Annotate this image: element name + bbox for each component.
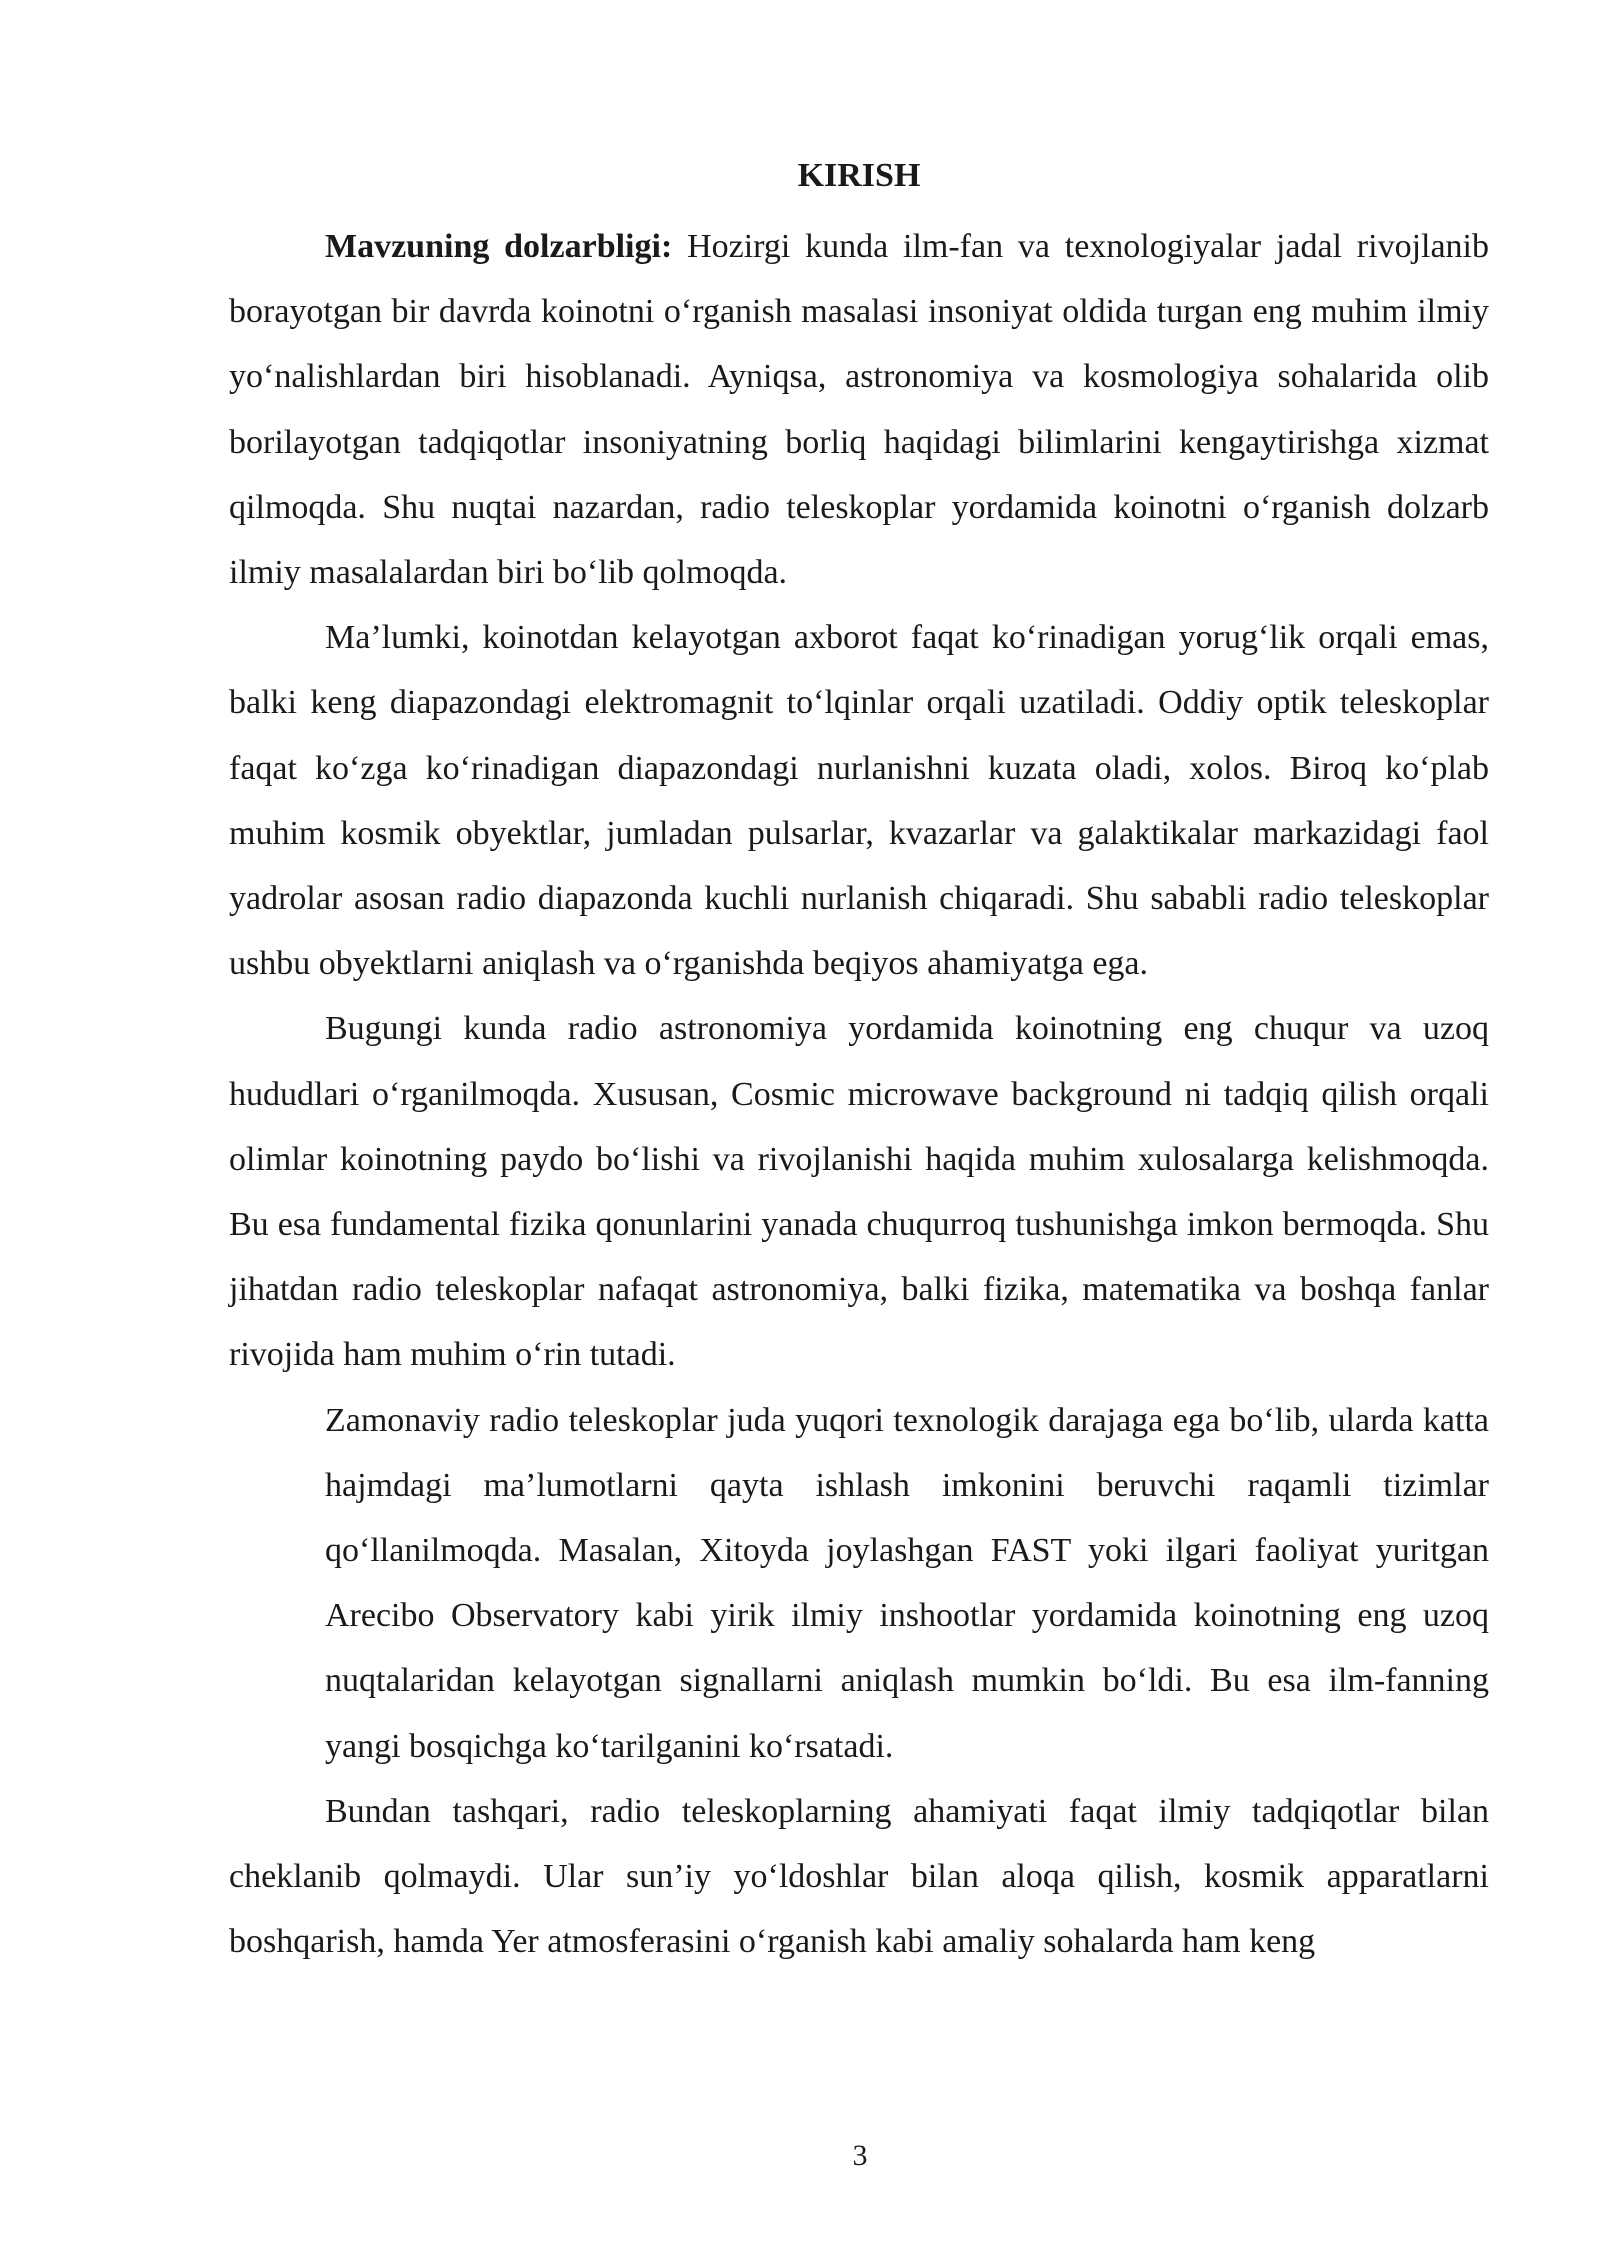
paragraph-relevance: [229, 214, 1489, 605]
paragraph-text: Hozirgi kunda ilm-fan va texnologiyalar jadal rivojlanib borayotgan bir davrda koinotni o‘rganish masalasi insoniyat oldida turgan eng muhim ilmiy yo‘nalishlardan biri hisoblanadi. Ayniqsa, astronomiya va kosmologiya sohalarida olib borilayotgan tadqiqotlar insoniyatning borliq haqidagi bilimlarini kengaytirishga xizmat qilmoqda. Shu nuqtai nazardan, radio teleskoplar yordamida koinotni o‘rganish dolzarb ilmiy masalalardan biri bo‘lib qolmoqda.: [229, 228, 1489, 592]
paragraph-electromagnetic: Ma’lumki, koinotdan kelayotgan axborot faqat ko‘rinadigan yorug‘lik orqali emas, balki keng diapazondagi elektromagnit to‘lqinlar orqali uzatiladi. Oddiy optik teleskoplar faqat ko‘zga ko‘rinadigan diapazondagi nurlanishni kuzata oladi, xolos. Biroq ko‘plab muhim kosmik obyektlar, jumladan pulsarlar, kvazarlar va galaktikalar markazidagi faol yadrolar asosan radio diapazonda kuchli nurlanish chiqaradi. Shu sababli radio teleskoplar ushbu obyektlarni aniqlash va o‘rganishda beqiyos ahamiyatga ega.: [229, 619, 1489, 983]
paragraph-practical-use: Bundan tashqari, radio teleskoplarning ahamiyati faqat ilmiy tadqiqotlar bilan cheklanib qolmaydi. Ular sun’iy yo‘ldoshlar bilan aloqa qilish, kosmik apparatlarni boshqarish, hamda Yer atmosferasini o‘rganish kabi amaliy sohalarda ham keng: [229, 1792, 1489, 1961]
paragraph-lead: Mavzuning dolzarbligi:: [325, 228, 673, 265]
section-title: KIRISH: [797, 157, 921, 194]
page-content: [229, 148, 1489, 1974]
page-number: 3: [852, 2139, 868, 2172]
paragraph-modern-telescopes: Zamonaviy radio teleskoplar juda yuqori texnologik darajaga ega bo‘lib, ularda katta hajmdagi ma’lumotlarni qayta ishlash imkonini beruvchi raqamli tizimlar qo‘llanilmoqda. Masalan, Xitoyda joylashgan FAST yoki ilgari faoliyat yuritgan Arecibo Observatory kabi yirik ilmiy inshootlar yordamida koinotning eng uzoq nuqtalaridan kelayotgan signallarni aniqlash mumkin bo‘ldi. Bu esa ilm-fanning yangi bosqichga ko‘tarilganini ko‘rsatadi.: [325, 1401, 1489, 1765]
paragraph-radio-astronomy: Bugungi kunda radio astronomiya yordamida koinotning eng chuqur va uzoq hududlari o‘rganilmoqda. Xususan, Cosmic microwave background ni tadqiq qilish orqali olimlar koinotning paydo bo‘lishi va rivojlanishi haqida muhim xulosalarga kelishmoqda. Bu esa fundamental fizika qonunlarini yanada chuqurroq tushunishga imkon bermoqda. Shu jihatdan radio teleskoplar nafaqat astronomiya, balki fizika, matematika va boshqa fanlar rivojida ham muhim o‘rin tutadi.: [229, 1010, 1489, 1374]
